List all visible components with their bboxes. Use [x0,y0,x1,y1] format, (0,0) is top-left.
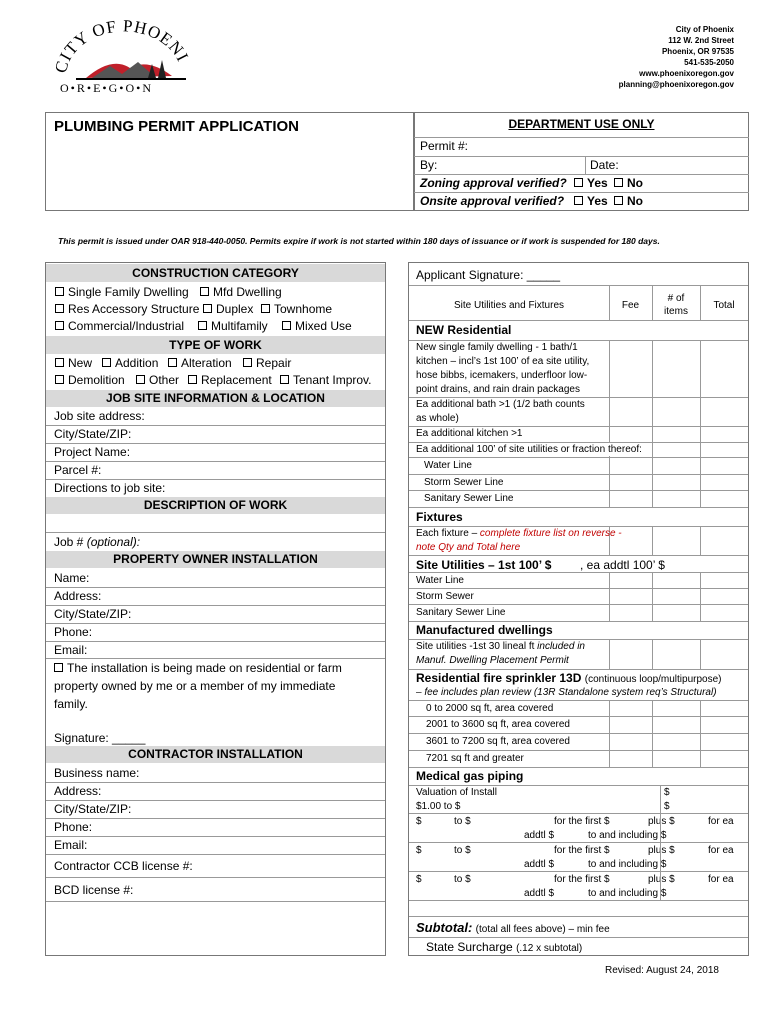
owner-city-label: City/State/ZIP: [54,607,132,621]
work-replace-label: Replacement [201,373,272,387]
directions-label: Directions to job site: [54,481,166,495]
addtl-label: addtl $ [524,888,555,899]
including-label: to and including $ [588,830,667,841]
zoning-no-checkbox[interactable] [614,178,623,187]
no-label: No [627,194,643,208]
contact-line: Phoenix, OR 97535 [661,47,734,56]
dollar-sign: $ [416,874,422,885]
including-label: to and including $ [588,888,667,899]
onsite-label: Onsite approval verified? [420,194,565,208]
work-demo-label: Demolition [68,373,125,387]
col-items-header: items [664,306,688,317]
permit-notice: This permit is issued under OAR 918-440-0050. Permits expire if work is not started within 180 days of issuance or if work is suspended for 180 days. [58,236,660,246]
cat-mfd-label: Mfd Dwelling [213,285,282,299]
work-rep-label: Repair [256,356,292,370]
for-each-label: for ea [708,816,734,827]
optional-label: (optional): [86,535,141,549]
contact-email[interactable]: planning@phoenixoregon.gov [618,80,734,89]
work-other-label: Other [149,373,180,387]
checkbox[interactable] [55,321,64,330]
work-tenant-label: Tenant Improv. [293,373,372,387]
owner-email-label: Email: [54,643,88,657]
new-res-line: New single family dwelling - 1 bath/1 [416,342,578,353]
col-site-header: Site Utilities and Fixtures [453,300,565,311]
dollar-sign: $ [416,845,422,856]
subtotal-note: (total all fees above) – min fee [475,924,610,935]
sprinkler-paren: (continuous loop/multipurpose) [584,674,722,685]
subtotal-label: Subtotal: [416,920,473,935]
contact-line: 112 W. 2nd Street [668,36,734,45]
first-label: for the first $ [554,845,610,856]
storm-line-label: Storm Sewer Line [424,477,504,488]
contractor-phone-label: Phone: [54,820,93,834]
cat-res-label: Res Accessory Structure [68,302,200,316]
yes-label: Yes [587,194,608,208]
contact-line: City of Phoenix [675,25,734,34]
work-heading: TYPE OF WORK [169,338,262,352]
city-logo [52,20,192,96]
dept-heading: DEPARTMENT USE ONLY [508,117,655,131]
sprinkler-tier: 2001 to 3600 sq ft, area covered [426,719,570,730]
fixture-line: Each fixture – [416,528,480,539]
sanitary-line-label: Sanitary Sewer Line [424,493,514,504]
plus-label: plus $ [648,845,675,856]
col-fee-header: Fee [621,300,640,311]
checkbox[interactable] [280,375,289,384]
site-heading: JOB SITE INFORMATION & LOCATION [106,391,325,405]
owner-phone-label: Phone: [54,625,93,639]
date-label: Date: [590,158,619,172]
zoning-yes-checkbox[interactable] [574,178,583,187]
contractor-email-label: Email: [54,838,88,852]
addl-bath-line: Ea additional bath >1 (1/2 bath counts [416,399,585,410]
owner-signature-label: Signature: _____ [54,731,146,745]
contractor-city-label: City/State/ZIP: [54,802,132,816]
contact-line: 541-535-2050 [684,58,734,67]
new-res-heading: NEW Residential [416,323,512,337]
contractor-bcd-label: BCD license #: [54,883,134,897]
checkbox[interactable] [188,375,197,384]
cat-sfd-label: Single Family Dwelling [68,285,189,299]
checkbox[interactable] [261,304,270,313]
work-new-label: New [68,356,93,370]
work-add-label: Addition [115,356,159,370]
by-label: By: [420,158,438,172]
owner-name-label: Name: [54,571,90,585]
checkbox[interactable] [200,287,209,296]
page-title: PLUMBING PERMIT APPLICATION [54,118,299,135]
contractor-address-label: Address: [54,784,102,798]
manufactured-line: Manuf. Dwelling Placement Permit [416,655,569,666]
to-label: to $ [454,845,471,856]
col-items-header: # of [667,293,685,304]
checkbox[interactable] [55,375,64,384]
checkbox[interactable] [282,321,291,330]
site-utilities-addtl: , ea addtl 100’ $ [580,558,665,572]
cat-multi-label: Multifamily [211,319,268,333]
plus-label: plus $ [648,816,675,827]
including-label: to and including $ [588,859,667,870]
owner-cert-line: family. [54,697,88,711]
first-label: for the first $ [554,874,610,885]
addl-100-line: Ea additional 100’ of site utilities or fraction thereof: [416,444,642,455]
water-line-label: Water Line [424,460,472,471]
su-storm-label: Storm Sewer [416,591,474,602]
medgas-heading: Medical gas piping [416,769,524,783]
zoning-label: Zoning approval verified? [420,176,567,190]
desc-heading: DESCRIPTION OF WORK [143,498,288,512]
fixtures-heading: Fixtures [416,510,463,524]
checkbox[interactable] [243,358,252,367]
onsite-no-checkbox[interactable] [614,196,623,205]
new-res-line: kitchen – incl’s 1st 100’ of ea site utility, [416,356,590,367]
dollar-sign: $ [664,801,670,812]
checkbox[interactable] [55,358,64,367]
owner-address-label: Address: [54,589,102,603]
medgas-tier: $1.00 to $ [416,801,461,812]
parcel-label: Parcel #: [54,463,102,477]
sprinkler-note: – fee includes plan review (13R Standalone system req’s Structural) [416,687,717,698]
checkbox[interactable] [55,287,64,296]
col-total-header: Total [713,300,735,311]
manufactured-line: Site utilities -1st 30 lineal ft [416,641,538,652]
addl-bath-line: as whole) [416,413,459,424]
manufactured-heading: Manufactured dwellings [416,623,553,637]
job-number-label: Job # [54,535,87,549]
revised-date: Revised: August 24, 2018 [605,965,719,976]
fixture-note: note Qty and Total here [416,542,521,553]
contractor-ccb-label: Contractor CCB license #: [54,859,193,873]
checkbox[interactable] [168,358,177,367]
checkbox[interactable] [102,358,111,367]
owner-cert-checkbox[interactable] [54,663,63,672]
construction-heading: CONSTRUCTION CATEGORY [132,266,299,280]
city-label: City/State/ZIP: [54,427,132,441]
checkbox[interactable] [203,304,212,313]
dollar-sign: $ [664,787,670,798]
plus-label: plus $ [648,874,675,885]
contact-website[interactable]: www.phoenixoregon.gov [639,69,734,78]
first-label: for the first $ [554,816,610,827]
onsite-yes-checkbox[interactable] [574,196,583,205]
addtl-label: addtl $ [524,830,555,841]
logo-arc-text: CITY OF PHOENI [52,20,192,75]
fixture-note: complete fixture list on reverse - [479,528,622,539]
job-address-label: Job site address: [54,409,145,423]
to-label: to $ [454,816,471,827]
owner-heading: PROPERTY OWNER INSTALLATION [113,552,318,566]
addtl-label: addtl $ [524,859,555,870]
sprinkler-heading: Residential fire sprinkler 13D [416,671,582,685]
new-res-line: hose bibbs, icemakers, underfloor low- [416,370,588,381]
cat-town-label: Townhome [274,302,333,316]
checkbox[interactable] [198,321,207,330]
site-utilities-heading: Site Utilities – 1st 100’ $ [416,558,552,572]
manufactured-line: included in [537,641,585,652]
for-each-label: for ea [708,874,734,885]
dollar-sign: $ [416,816,422,827]
cat-comm-label: Commercial/Industrial [68,319,185,333]
surcharge-label: State Surcharge [426,940,513,954]
applicant-signature-label: Applicant Signature: _____ [416,268,561,282]
permit-number-label: Permit #: [420,139,469,153]
cat-duplex-label: Duplex [216,302,254,316]
contractor-heading: CONTRACTOR INSTALLATION [128,747,303,761]
logo-state-text: O•R•E•G•O•N [60,81,154,95]
checkbox[interactable] [55,304,64,313]
sprinkler-tier: 3601 to 7200 sq ft, area covered [426,736,570,747]
work-alt-label: Alteration [181,356,232,370]
checkbox[interactable] [136,375,145,384]
su-water-label: Water Line [416,575,464,586]
owner-cert-line: The installation is being made on residential or farm [67,661,342,675]
phoenix-logo-icon [52,20,192,96]
project-label: Project Name: [54,445,131,459]
contact-block [619,24,734,90]
to-label: to $ [454,874,471,885]
surcharge-note: (.12 x subtotal) [516,943,583,954]
owner-cert-line: property owned by me or a member of my immediate [54,679,336,693]
addl-kitchen-line: Ea additional kitchen >1 [416,428,523,439]
yes-label: Yes [587,176,608,190]
valuation-label: Valuation of Install [416,787,497,798]
cat-mixed-label: Mixed Use [295,319,352,333]
su-sanitary-label: Sanitary Sewer Line [416,607,506,618]
sprinkler-tier: 7201 sq ft and greater [426,753,524,764]
no-label: No [627,176,643,190]
new-res-line: point drains, and rain drain packages [416,384,580,395]
for-each-label: for ea [708,845,734,856]
contractor-business-label: Business name: [54,766,140,780]
sprinkler-tier: 0 to 2000 sq ft, area covered [426,703,554,714]
